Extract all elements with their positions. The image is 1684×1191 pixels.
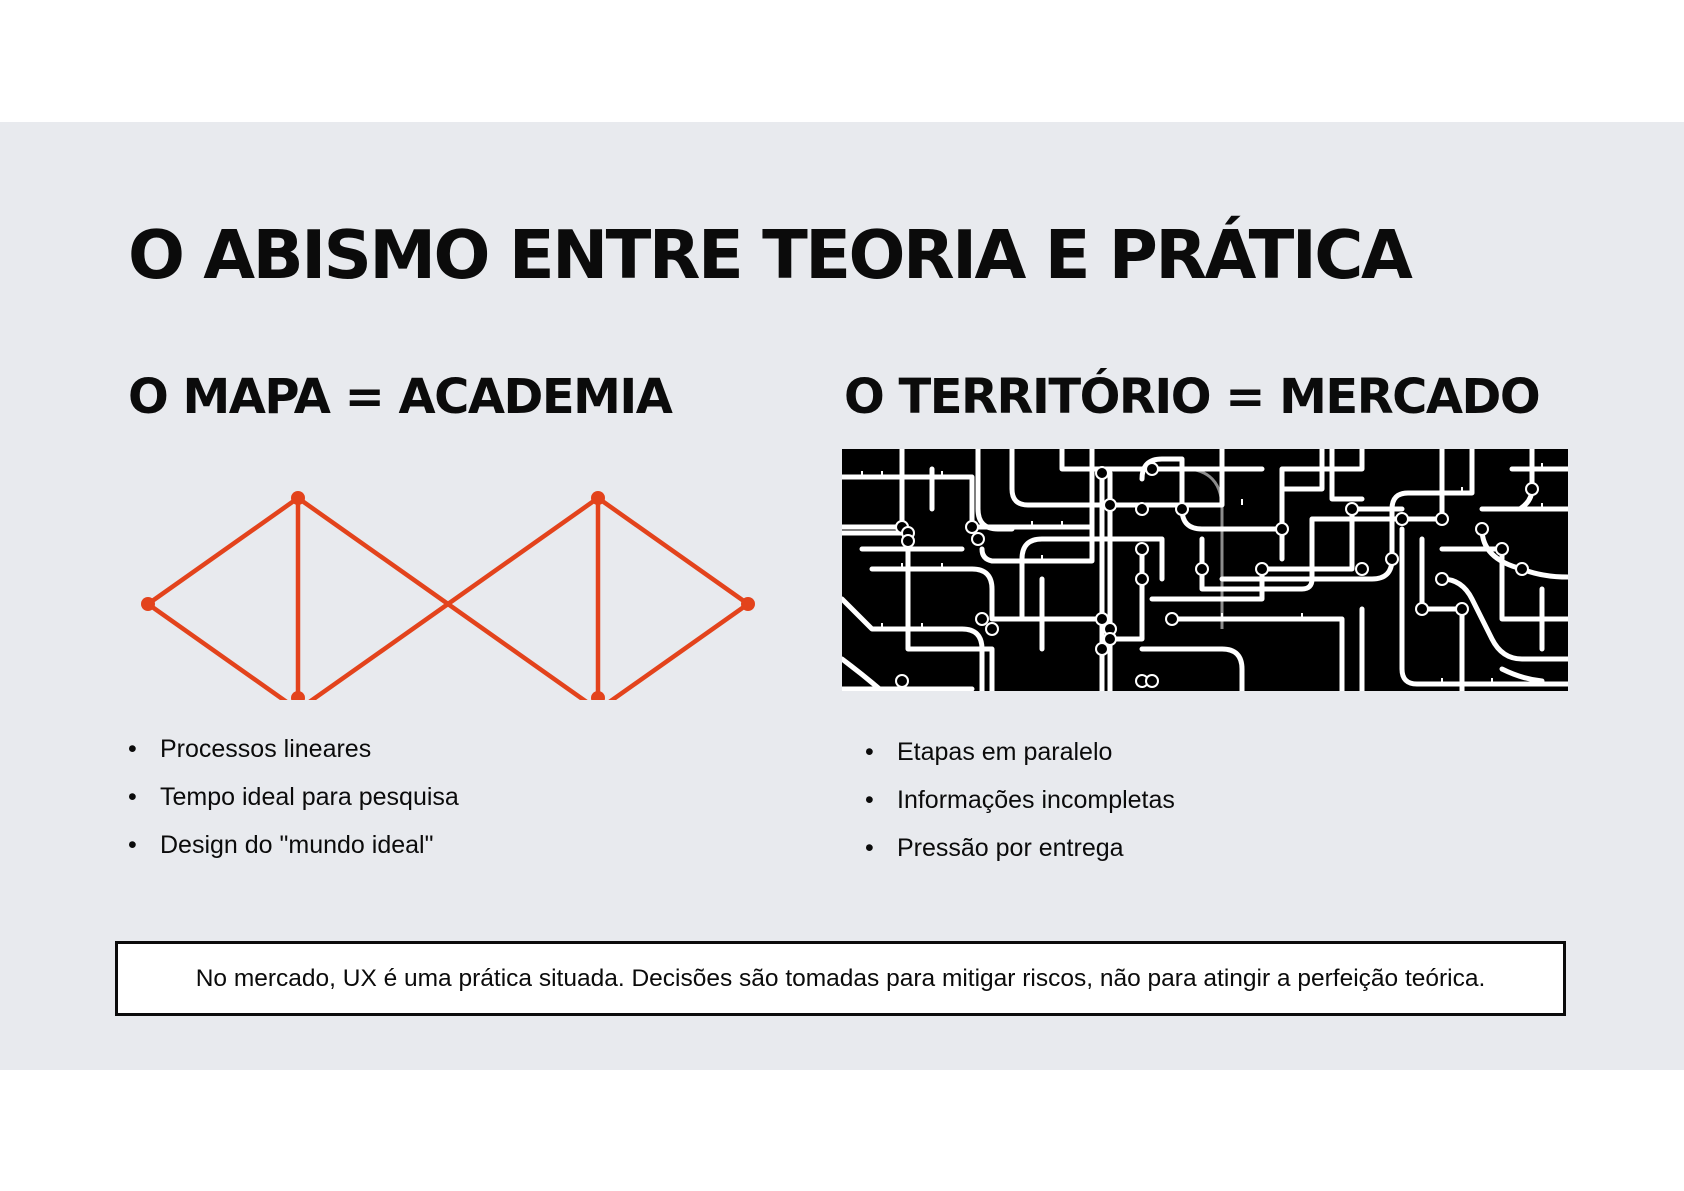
- list-item: • Pressão por entrega: [865, 834, 1124, 862]
- list-item: • Design do "mundo ideal": [128, 831, 434, 859]
- double-diamond-icon: [128, 460, 768, 700]
- slide-title: O ABISMO ENTRE TEORIA E PRÁTICA: [128, 216, 1411, 294]
- list-item: • Tempo ideal para pesquisa: [128, 783, 459, 811]
- list-item: • Etapas em paralelo: [865, 738, 1113, 766]
- map-heading: O MAPA = ACADEMIA: [128, 369, 672, 425]
- callout-text: No mercado, UX é uma prática situada. Decisões são tomadas para mitigar riscos, não para atingir a perfeição teórica.: [195, 964, 1486, 992]
- tangled-transit-map-icon: [842, 449, 1568, 691]
- slide: [0, 122, 1684, 1070]
- conclusion-callout: [115, 941, 1566, 1016]
- list-item: • Informações incompletas: [865, 786, 1175, 814]
- list-item: • Processos lineares: [128, 735, 372, 763]
- map-bullet-list: [128, 734, 459, 878]
- territory-bullet-list: [865, 737, 1175, 881]
- territory-heading: O TERRITÓRIO = MERCADO: [844, 369, 1540, 425]
